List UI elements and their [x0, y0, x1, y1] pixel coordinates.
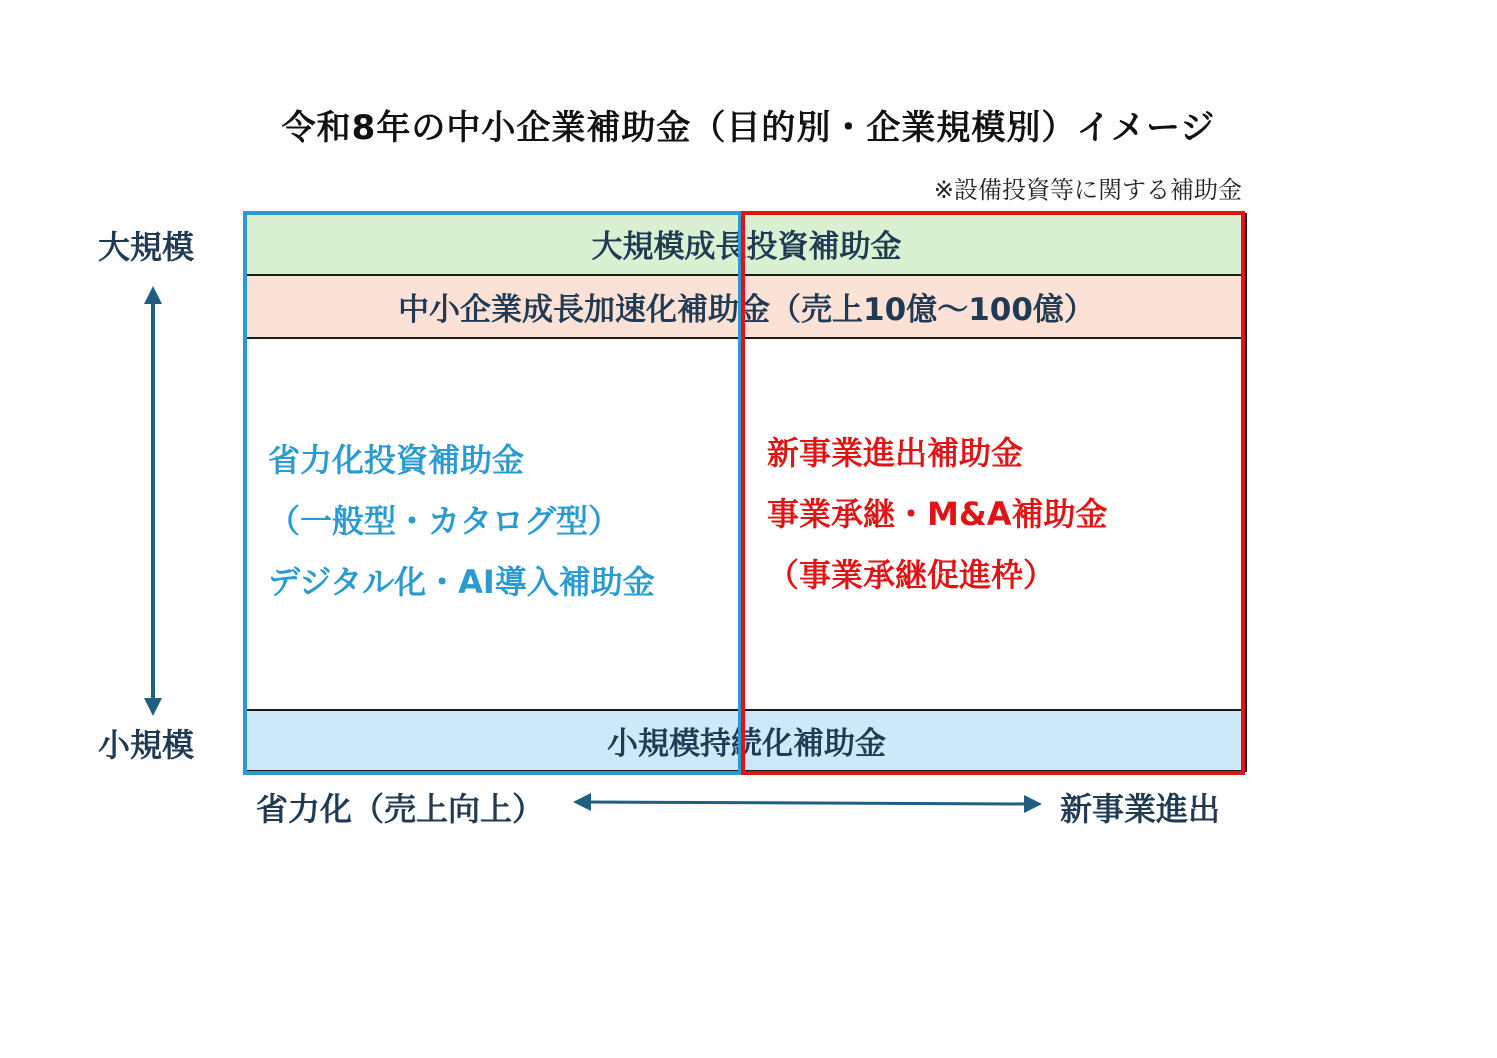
band-small-business-sustainability-label: 小規模持続化補助金 [607, 726, 886, 762]
labor-saving-subsidy: 省力化投資補助金 [268, 441, 525, 479]
page-title: 令和8年の中小企業補助金（目的別・企業規模別）イメージ [281, 108, 1216, 148]
axis-label-large: 大規模 [98, 228, 195, 266]
axis-label-new-business: 新事業進出 [1060, 790, 1221, 828]
horizontal-purpose-arrow [585, 802, 1030, 804]
horizontal-arrow-head-left [573, 793, 591, 811]
new-business-subsidy: 新事業進出補助金 [767, 434, 1024, 472]
succession-promotion-frame: （事業承継促進枠） [767, 556, 1056, 594]
axis-label-small: 小規模 [98, 726, 195, 764]
axis-label-labor-saving: 省力化（売上向上） [256, 790, 545, 828]
vertical-arrow-head-up [144, 286, 162, 304]
horizontal-arrow-head-right [1024, 795, 1042, 813]
band-large-scale-growth-label: 大規模成長投資補助金 [591, 229, 902, 265]
vertical-arrow-head-down [144, 698, 162, 716]
note-text: ※設備投資等に関する補助金 [933, 176, 1242, 204]
succession-ma-subsidy: 事業承継・M&A補助金 [767, 495, 1108, 533]
band-sme-growth-acceleration-label: 中小企業成長加速化補助金（売上10億～100億） [398, 292, 1095, 328]
digital-ai-subsidy: デジタル化・AI導入補助金 [268, 563, 655, 601]
labor-saving-subsidy-types: （一般型・カタログ型） [268, 502, 621, 540]
